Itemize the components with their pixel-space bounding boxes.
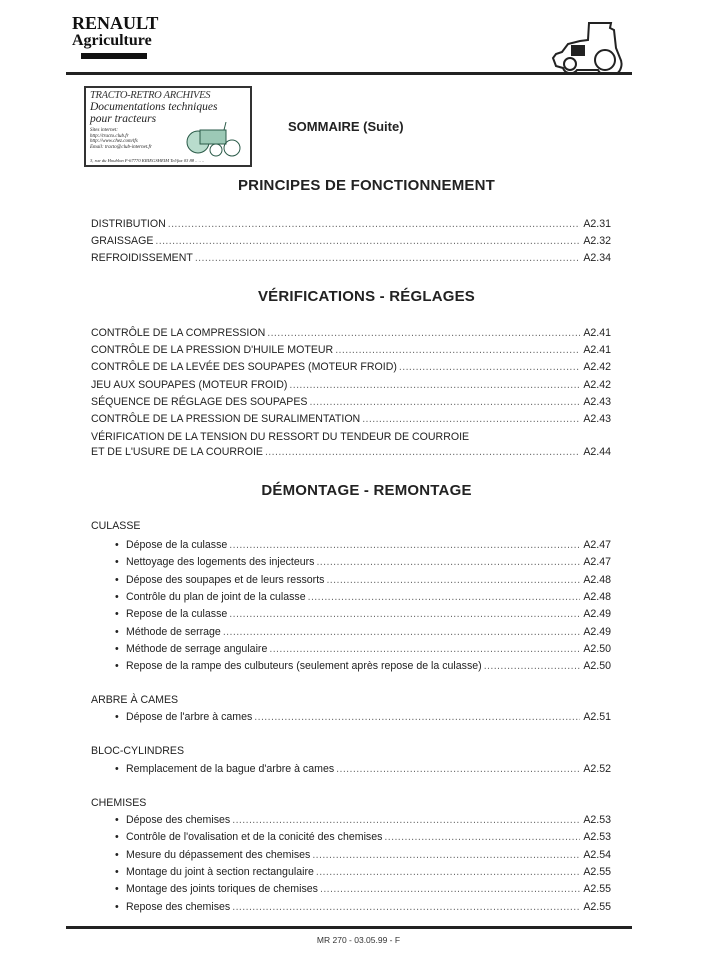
entry-page: A2.47 (583, 556, 611, 569)
entry-label (115, 591, 308, 604)
entry-label-line1: VÉRIFICATION DE LA TENSION DU RESSORT DU TENDEUR DE COURROIE (91, 431, 470, 443)
entry-label (115, 866, 316, 879)
group-heading: CHEMISES (91, 797, 147, 809)
toc-entry[interactable] (115, 643, 611, 656)
entry-label (115, 711, 254, 724)
toc-entry[interactable] (115, 539, 611, 552)
stamp-address: 3, rue du Houblon F-67770 KRIEGSHEIM Tel/fax 03 88 .. .. .. (90, 158, 205, 163)
entry-label (115, 901, 232, 914)
entry-page: A2.47 (583, 539, 611, 551)
entry-text: Méthode de serrage angulaire (126, 642, 268, 655)
bullet-icon: • (115, 865, 119, 878)
toc-entry[interactable] (115, 660, 611, 673)
stamp-title: TRACTO-RETRO ARCHIVES (90, 90, 211, 101)
entry-label: ET DE L'USURE DE LA COURROIE (91, 446, 263, 458)
toc-entry[interactable] (115, 608, 611, 621)
toc-entry[interactable] (115, 626, 611, 639)
toc-entry[interactable] (91, 235, 611, 248)
entry-label: GRAISSAGE (91, 235, 154, 247)
stamp-email: Email: tracto@club-internet.fr (90, 144, 152, 150)
leader-dots (254, 711, 580, 724)
entry-page: A2.49 (583, 608, 611, 621)
vintage-tractor-icon (184, 122, 244, 158)
entry-label (115, 883, 320, 896)
toc-entry[interactable] (115, 831, 611, 844)
entry-text: Repose de la culasse (126, 608, 228, 621)
leader-dots (308, 591, 581, 604)
leader-dots (384, 831, 580, 844)
bullet-icon: • (115, 625, 119, 638)
entry-label (115, 626, 223, 639)
bullet-icon: • (115, 883, 119, 896)
bullet-icon: • (115, 848, 119, 861)
entry-page: A2.41 (583, 344, 611, 356)
entry-label: JEU AUX SOUPAPES (MOTEUR FROID) (91, 379, 288, 391)
entry-page: A2.41 (583, 327, 611, 339)
bullet-icon: • (115, 642, 119, 655)
toc-entry[interactable] (91, 446, 611, 459)
leader-dots (289, 379, 580, 392)
entry-label (115, 831, 384, 844)
entry-text: Nettoyage des logements des injecteurs (126, 556, 315, 569)
footer-reference: MR 270 - 03.05.99 - F (316, 935, 401, 945)
leader-dots (320, 883, 580, 896)
group-heading: ARBRE À CAMES (91, 694, 179, 706)
toc-entry[interactable] (91, 252, 611, 265)
entry-page: A2.43 (583, 413, 611, 425)
entry-page: A2.53 (583, 814, 611, 826)
entry-text: Contrôle du plan de joint de la culasse (126, 590, 306, 603)
bullet-icon: • (115, 900, 119, 913)
bullet-icon: • (115, 831, 119, 844)
leader-dots (232, 901, 580, 914)
leader-dots (399, 361, 580, 374)
entry-label: CONTRÔLE DE LA PRESSION D'HUILE MOTEUR (91, 344, 334, 356)
bullet-icon: • (115, 711, 119, 723)
brand-bar (81, 53, 147, 59)
entry-text: Montage du joint à section rectangulaire (126, 865, 314, 878)
stamp-line3: pour tracteurs (90, 113, 157, 125)
entry-page: A2.48 (583, 590, 611, 603)
toc-entry[interactable] (115, 763, 611, 776)
leader-dots (484, 660, 581, 673)
bullet-icon: • (115, 573, 119, 586)
entry-page: A2.55 (583, 883, 611, 896)
stamp-site1: http://tracto.club.fr (90, 133, 129, 139)
section-title: PRINCIPES DE FONCTIONNEMENT (237, 177, 496, 194)
toc-entry[interactable] (91, 361, 611, 374)
stamp-line2: Documentations techniques (90, 101, 218, 113)
page-title: SOMMAIRE (Suite) (288, 119, 404, 134)
leader-dots (312, 849, 580, 862)
entry-text: Méthode de serrage (126, 625, 221, 638)
toc-entry[interactable] (115, 849, 611, 862)
entry-label (115, 608, 229, 621)
entry-label (115, 643, 269, 656)
toc-entry[interactable] (115, 711, 611, 724)
entry-label (115, 539, 229, 552)
leader-dots (229, 608, 580, 621)
stamp-sites-label: Sites internet: (90, 128, 118, 133)
leader-dots (316, 866, 580, 879)
entry-label (115, 660, 484, 673)
group-heading: CULASSE (91, 520, 141, 532)
entry-page: A2.50 (583, 660, 611, 673)
leader-dots (269, 643, 580, 656)
bullet-icon: • (115, 556, 119, 569)
brand-agriculture: Agriculture (72, 32, 152, 49)
leader-dots (232, 814, 580, 827)
section-title: DÉMONTAGE - REMONTAGE (261, 482, 472, 499)
toc-entry[interactable] (115, 556, 611, 569)
toc-entry[interactable] (115, 883, 611, 896)
top-rule (66, 72, 632, 75)
leader-dots (229, 539, 580, 552)
entry-page: A2.44 (583, 446, 611, 458)
entry-label (115, 814, 232, 827)
entry-text: Remplacement de la bague d'arbre à cames (126, 763, 335, 775)
entry-page: A2.51 (583, 711, 611, 723)
entry-page: A2.34 (583, 252, 611, 264)
entry-page: A2.50 (583, 642, 611, 655)
bullet-icon: • (115, 660, 119, 673)
entry-label (115, 574, 326, 587)
entry-label (115, 763, 336, 776)
entry-text: Dépose des soupapes et de leurs ressorts (126, 573, 325, 586)
entry-label: DISTRIBUTION (91, 218, 166, 230)
entry-page: A2.54 (583, 848, 611, 861)
bullet-icon: • (115, 763, 119, 775)
entry-text: Repose des chemises (126, 900, 231, 913)
entry-label: CONTRÔLE DE LA PRESSION DE SURALIMENTATION (91, 413, 361, 425)
entry-label: SÉQUENCE DE RÉGLAGE DES SOUPAPES (91, 396, 308, 408)
toc-entry[interactable] (115, 866, 611, 879)
stamp-site2: http://www.chez.com/tfs (90, 139, 138, 144)
leader-dots (362, 413, 580, 426)
leader-dots (335, 344, 580, 357)
leader-dots (309, 396, 580, 409)
toc-entry[interactable] (115, 901, 611, 914)
entry-text: Mesure du dépassement des chemises (126, 848, 311, 861)
entry-page: A2.53 (583, 831, 611, 844)
toc-entry[interactable] (115, 814, 611, 827)
leader-dots (168, 218, 581, 231)
toc-entry[interactable] (91, 327, 611, 340)
entry-page: A2.32 (583, 235, 611, 247)
section-title: VÉRIFICATIONS - RÉGLAGES (257, 288, 476, 305)
leader-dots (195, 252, 580, 265)
bullet-icon: • (115, 814, 119, 826)
entry-page: A2.55 (583, 900, 611, 913)
tractor-icon (540, 18, 635, 74)
entry-text: Montage des joints toriques de chemises (126, 883, 318, 896)
entry-page: A2.31 (583, 218, 611, 230)
leader-dots (267, 327, 580, 340)
leader-dots (316, 556, 580, 569)
leader-dots (223, 626, 580, 639)
entry-label (115, 849, 312, 862)
toc-entry[interactable] (91, 413, 611, 426)
toc-entry[interactable] (115, 574, 611, 587)
entry-page: A2.48 (583, 573, 611, 586)
entry-text: Dépose de l'arbre à cames (126, 711, 253, 723)
group-heading: BLOC-CYLINDRES (91, 745, 185, 757)
entry-label (115, 556, 316, 569)
toc-entry[interactable] (91, 218, 611, 231)
entry-page: A2.52 (583, 763, 611, 775)
archive-stamp (84, 86, 252, 167)
bullet-icon: • (115, 590, 119, 603)
leader-dots (326, 574, 580, 587)
bullet-icon: • (115, 608, 119, 621)
entry-text: Repose de la rampe des culbuteurs (seulement après repose de la culasse) (126, 660, 482, 673)
entry-text: Dépose des chemises (126, 814, 231, 826)
leader-dots (336, 763, 580, 776)
leader-dots (155, 235, 580, 248)
entry-page: A2.55 (583, 865, 611, 878)
bottom-rule (66, 926, 632, 929)
entry-page: A2.42 (583, 361, 611, 373)
entry-label: CONTRÔLE DE LA LEVÉE DES SOUPAPES (MOTEUR FROID) (91, 361, 397, 373)
toc-entry[interactable] (91, 344, 611, 357)
entry-page: A2.43 (583, 396, 611, 408)
bullet-icon: • (115, 539, 119, 551)
entry-page: A2.49 (583, 625, 611, 638)
entry-text: Contrôle de l'ovalisation et de la conicité des chemises (126, 831, 383, 844)
entry-label: REFROIDISSEMENT (91, 252, 193, 264)
toc-entry[interactable] (115, 591, 611, 604)
toc-entry[interactable] (91, 396, 611, 409)
entry-page: A2.42 (583, 379, 611, 391)
entry-text: Dépose de la culasse (126, 539, 228, 551)
toc-entry[interactable] (91, 379, 611, 392)
entry-label: CONTRÔLE DE LA COMPRESSION (91, 327, 266, 339)
brand-renault: RENAULT (72, 13, 159, 33)
leader-dots (265, 446, 580, 459)
